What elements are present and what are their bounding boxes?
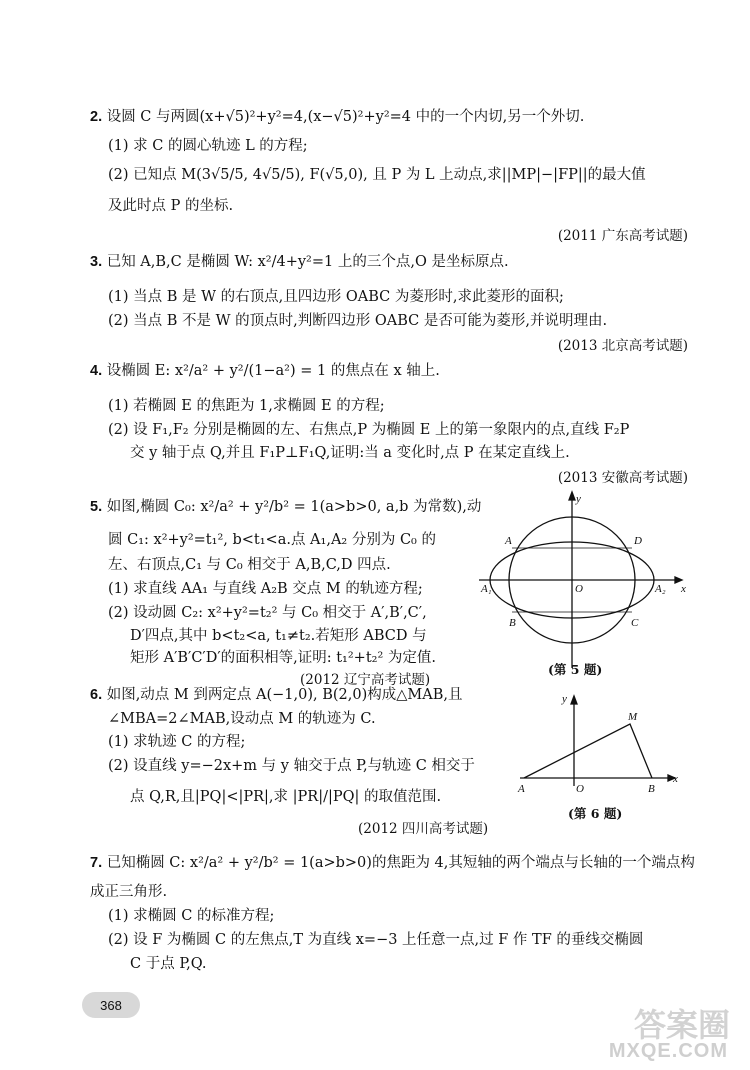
problem-number: 5. <box>90 499 103 515</box>
problem-6-line-2: ∠MBA=2∠MAB,设动点 M 的轨迹为 C. <box>108 711 376 727</box>
problem-6-line-5: 点 Q,R,且|PQ|<|PR|,求 |PR|/|PQ| 的取值范围. <box>130 789 442 805</box>
figure-5-y-arrow <box>569 492 575 500</box>
problem-6-line-1: 6. 如图,动点 M 到两定点 A(−1,0), B(2,0)构成△MAB,且 <box>90 687 463 703</box>
problem-number: 4. <box>90 363 103 379</box>
problem-number: 6. <box>90 687 103 703</box>
figure-6-label-m: M <box>628 711 638 723</box>
problem-5-source: (2012 辽宁高考试题) <box>300 672 431 688</box>
problem-4-line-3: (2) 设 F₁,F₂ 分别是椭圆的左、右焦点,P 为椭圆 E 上的第一象限内的点,直线 F₂P <box>108 422 630 438</box>
figure-5-caption: (第 5 题) <box>548 662 603 677</box>
figure-6-triangle-mab <box>524 724 652 778</box>
problem-7-line-1: 7. 已知椭圆 C: x²/a² + y²/b² = 1(a>b>0)的焦距为 4,其短轴的两个端点与长轴的一个端点构 <box>90 855 695 871</box>
problem-4-line-2: (1) 若椭圆 E 的焦距为 1,求椭圆 E 的方程; <box>108 398 385 414</box>
figure-5-label-b: B <box>509 617 516 629</box>
problem-2-line-4: 及此时点 P 的坐标. <box>108 198 234 214</box>
figure-5-ellipse-circle <box>475 488 690 678</box>
figure-5-label-a: A <box>505 535 512 547</box>
problem-5-line-3: 左、右顶点,C₁ 与 C₀ 相交于 A,B,C,D 四点. <box>108 557 391 573</box>
figure-5-label-o: O <box>575 583 583 595</box>
problem-6-line-3: (1) 求轨迹 C 的方程; <box>108 734 246 750</box>
problem-6-line-4: (2) 设直线 y=−2x+m 与 y 轴交于点 P,与轨迹 C 相交于 <box>108 758 475 774</box>
watermark-logo: 答案圈 <box>633 1007 730 1043</box>
figure-5-label-c: C <box>631 617 639 629</box>
problem-2-line-1: 2. 设圆 C 与两圆(x+√5)²+y²=4,(x−√5)²+y²=4 中的一个内切,另一个外切. <box>90 109 585 125</box>
figure-5-label-a2: A₂ <box>655 583 666 595</box>
watermark-url: MXQE.COM <box>608 1040 728 1062</box>
problem-5-line-5: (2) 设动圆 C₂: x²+y²=t₂² 与 C₀ 相交于 A′,B′,C′, <box>108 605 427 621</box>
problem-5-line-4: (1) 求直线 AA₁ 与直线 A₂B 交点 M 的轨迹方程; <box>108 581 423 597</box>
problem-number: 2. <box>90 109 103 125</box>
problem-2-line-3: (2) 已知点 M(3√5/5, 4√5/5), F(√5,0), 且 P 为 L 上动点,求||MP|−|FP||的最大值 <box>108 167 646 183</box>
figure-6-label-a: A <box>518 783 525 795</box>
problem-4-source: (2013 安徽高考试题) <box>557 470 688 486</box>
figure-6-y-arrow <box>571 696 577 704</box>
problem-3-source: (2013 北京高考试题) <box>557 338 688 354</box>
page-number-badge <box>82 992 140 1018</box>
figure-6-label-y: y <box>562 693 567 705</box>
figure-5-label-d: D <box>634 535 642 547</box>
problem-4-line-4: 交 y 轴于点 Q,并且 F₁P⊥F₁Q,证明:当 a 变化时,点 P 在某定直线上. <box>130 445 570 461</box>
page-number: 368 <box>100 997 122 1013</box>
problem-5-line-7: 矩形 A′B′C′D′的面积相等,证明: t₁²+t₂² 为定值. <box>130 650 436 666</box>
problem-2-source: (2011 广东高考试题) <box>557 228 688 244</box>
problem-7-line-4: (2) 设 F 为椭圆 C 的左焦点,T 为直线 x=−3 上任意一点,过 F 作 TF 的垂线交椭圆 <box>108 932 644 948</box>
problem-5-line-6: D′四点,其中 b<t₂<a, t₁≠t₂.若矩形 ABCD 与 <box>130 628 427 644</box>
problem-7-line-2: 成正三角形. <box>90 884 168 900</box>
problem-5-line-2: 圆 C₁: x²+y²=t₁², b<t₁<a.点 A₁,A₂ 分别为 C₀ 的 <box>108 532 436 548</box>
problem-7-line-5: C 于点 P,Q. <box>130 956 207 972</box>
problem-6-source: (2012 四川高考试题) <box>358 821 489 837</box>
problem-2-line-2: (1) 求 C 的圆心轨迹 L 的方程; <box>108 138 308 154</box>
figure-5-label-x: x <box>681 583 686 595</box>
problem-5-line-1: 5. 如图,椭圆 C₀: x²/a² + y²/b² = 1(a>b>0, a,b 为常数),动 <box>90 499 482 515</box>
problem-3-line-3: (2) 当点 B 不是 W 的顶点时,判断四边形 OABC 是否可能为菱形,并说明理由. <box>108 313 608 329</box>
problem-4-line-1: 4. 设椭圆 E: x²/a² + y²/(1−a²) = 1 的焦点在 x 轴上. <box>90 363 440 379</box>
figure-6-label-o: O <box>576 783 584 795</box>
problem-7-line-3: (1) 求椭圆 C 的标准方程; <box>108 908 275 924</box>
figure-5-label-y: y <box>576 493 581 505</box>
problem-number: 7. <box>90 855 103 871</box>
figure-6-caption: (第 6 题) <box>568 806 623 821</box>
problem-number: 3. <box>90 254 103 270</box>
figure-5-label-a1: A₁ <box>481 583 492 595</box>
figure-6-triangle <box>510 690 685 800</box>
figure-6-label-x: x <box>673 773 678 785</box>
figure-6-label-b: B <box>648 783 655 795</box>
problem-3-line-2: (1) 当点 B 是 W 的右顶点,且四边形 OABC 为菱形时,求此菱形的面积; <box>108 289 564 305</box>
problem-3-line-1: 3. 已知 A,B,C 是椭圆 W: x²/4+y²=1 上的三个点,O 是坐标原点. <box>90 254 509 270</box>
